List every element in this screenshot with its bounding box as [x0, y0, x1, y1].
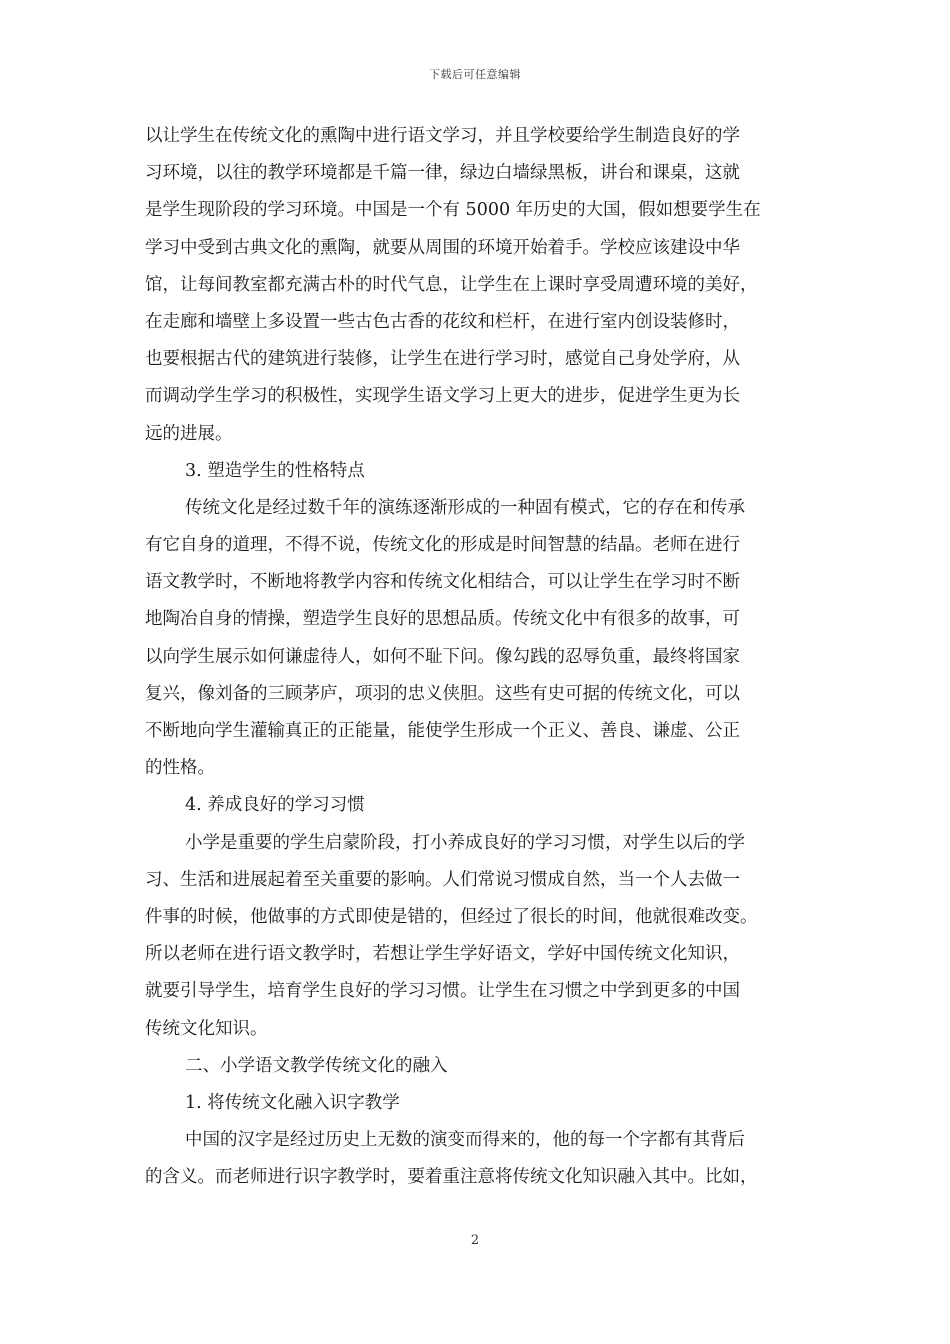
text-line: 的含义。而老师进行识字教学时，要着重注意将传统文化知识融入其中。比如，: [145, 1167, 758, 1188]
text-line: 所以老师在进行语文教学时，若想让学生学好语文，学好中国传统文化知识，: [145, 944, 740, 965]
page-header: 下载后可任意编辑: [429, 68, 521, 81]
document-body: [145, 118, 825, 1196]
text-line: 1. 将传统文化融入识字教学: [185, 1092, 400, 1113]
text-line: 传统文化知识。: [145, 1018, 268, 1039]
text-line: 以向学生展示如何谦虚待人，如何不耻下问。像勾践的忍辱负重，最终将国家: [145, 646, 740, 667]
text-line: 也要根据古代的建筑进行装修，让学生在进行学习时，感觉自己身处学府，从: [145, 349, 740, 370]
text-line: 传统文化是经过数千年的演练逐渐形成的一种固有模式，它的存在和传承: [185, 497, 745, 518]
text-line: 复兴，像刘备的三顾茅庐，项羽的忠义侠胆。这些有史可据的传统文化，可以: [145, 683, 740, 704]
text-line: 件事的时候，他做事的方式即使是错的，但经过了很长的时间，他就很难改变。: [145, 906, 758, 927]
text-line: 3. 塑造学生的性格特点: [185, 460, 365, 481]
text-line: 学习中受到古典文化的熏陶，就要从周围的环境开始着手。学校应该建设中华: [145, 237, 740, 258]
text-line: 语文教学时，不断地将教学内容和传统文化相结合，可以让学生在学习时不断: [145, 572, 740, 593]
text-line: 而调动学生学习的积极性，实现学生语文学习上更大的进步，促进学生更为长: [145, 386, 740, 407]
text-line: 以让学生在传统文化的熏陶中进行语文学习，并且学校要给学生制造良好的学: [145, 126, 740, 146]
text-line: 二、小学语文教学传统文化的融入: [185, 1055, 448, 1076]
text-line: 习环境，以往的教学环境都是千篇一律，绿边白墙绿黑板，讲台和课桌，这就: [145, 163, 740, 184]
text-line: 远的进展。: [145, 423, 233, 444]
text-line: 的性格。: [145, 758, 215, 779]
text-line: 小学是重要的学生启蒙阶段，打小养成良好的学习习惯，对学生以后的学: [185, 832, 745, 853]
text-line: 馆，让每间教室都充满古朴的时代气息，让学生在上课时享受周遭环境的美好，: [145, 274, 758, 295]
text-line: 有它自身的道理，不得不说，传统文化的形成是时间智慧的结晶。老师在进行: [145, 535, 740, 556]
text-line: 中国的汉字是经过历史上无数的演变而得来的，他的每一个字都有其背后: [185, 1130, 745, 1151]
text-line: 4. 养成良好的学习习惯: [185, 795, 365, 816]
page-number: 2: [470, 1233, 480, 1248]
text-line: 是学生现阶段的学习环境。中国是一个有 5000 年历史的大国，假如想要学生在: [145, 200, 761, 221]
text-line: 不断地向学生灌输真正的正能量，能使学生形成一个正义、善良、谦虚、公正: [145, 721, 740, 741]
text-line: 在走廊和墙壁上多设置一些古色古香的花纹和栏杆，在进行室内创设装修时，: [145, 311, 740, 332]
text-line: 就要引导学生，培育学生良好的学习习惯。让学生在习惯之中学到更多的中国: [145, 981, 740, 1002]
text-line: 地陶冶自身的情操，塑造学生良好的思想品质。传统文化中有很多的故事，可: [145, 609, 740, 630]
text-line: 习、生活和进展起着至关重要的影响。人们常说习惯成自然，当一个人去做一: [145, 869, 740, 890]
